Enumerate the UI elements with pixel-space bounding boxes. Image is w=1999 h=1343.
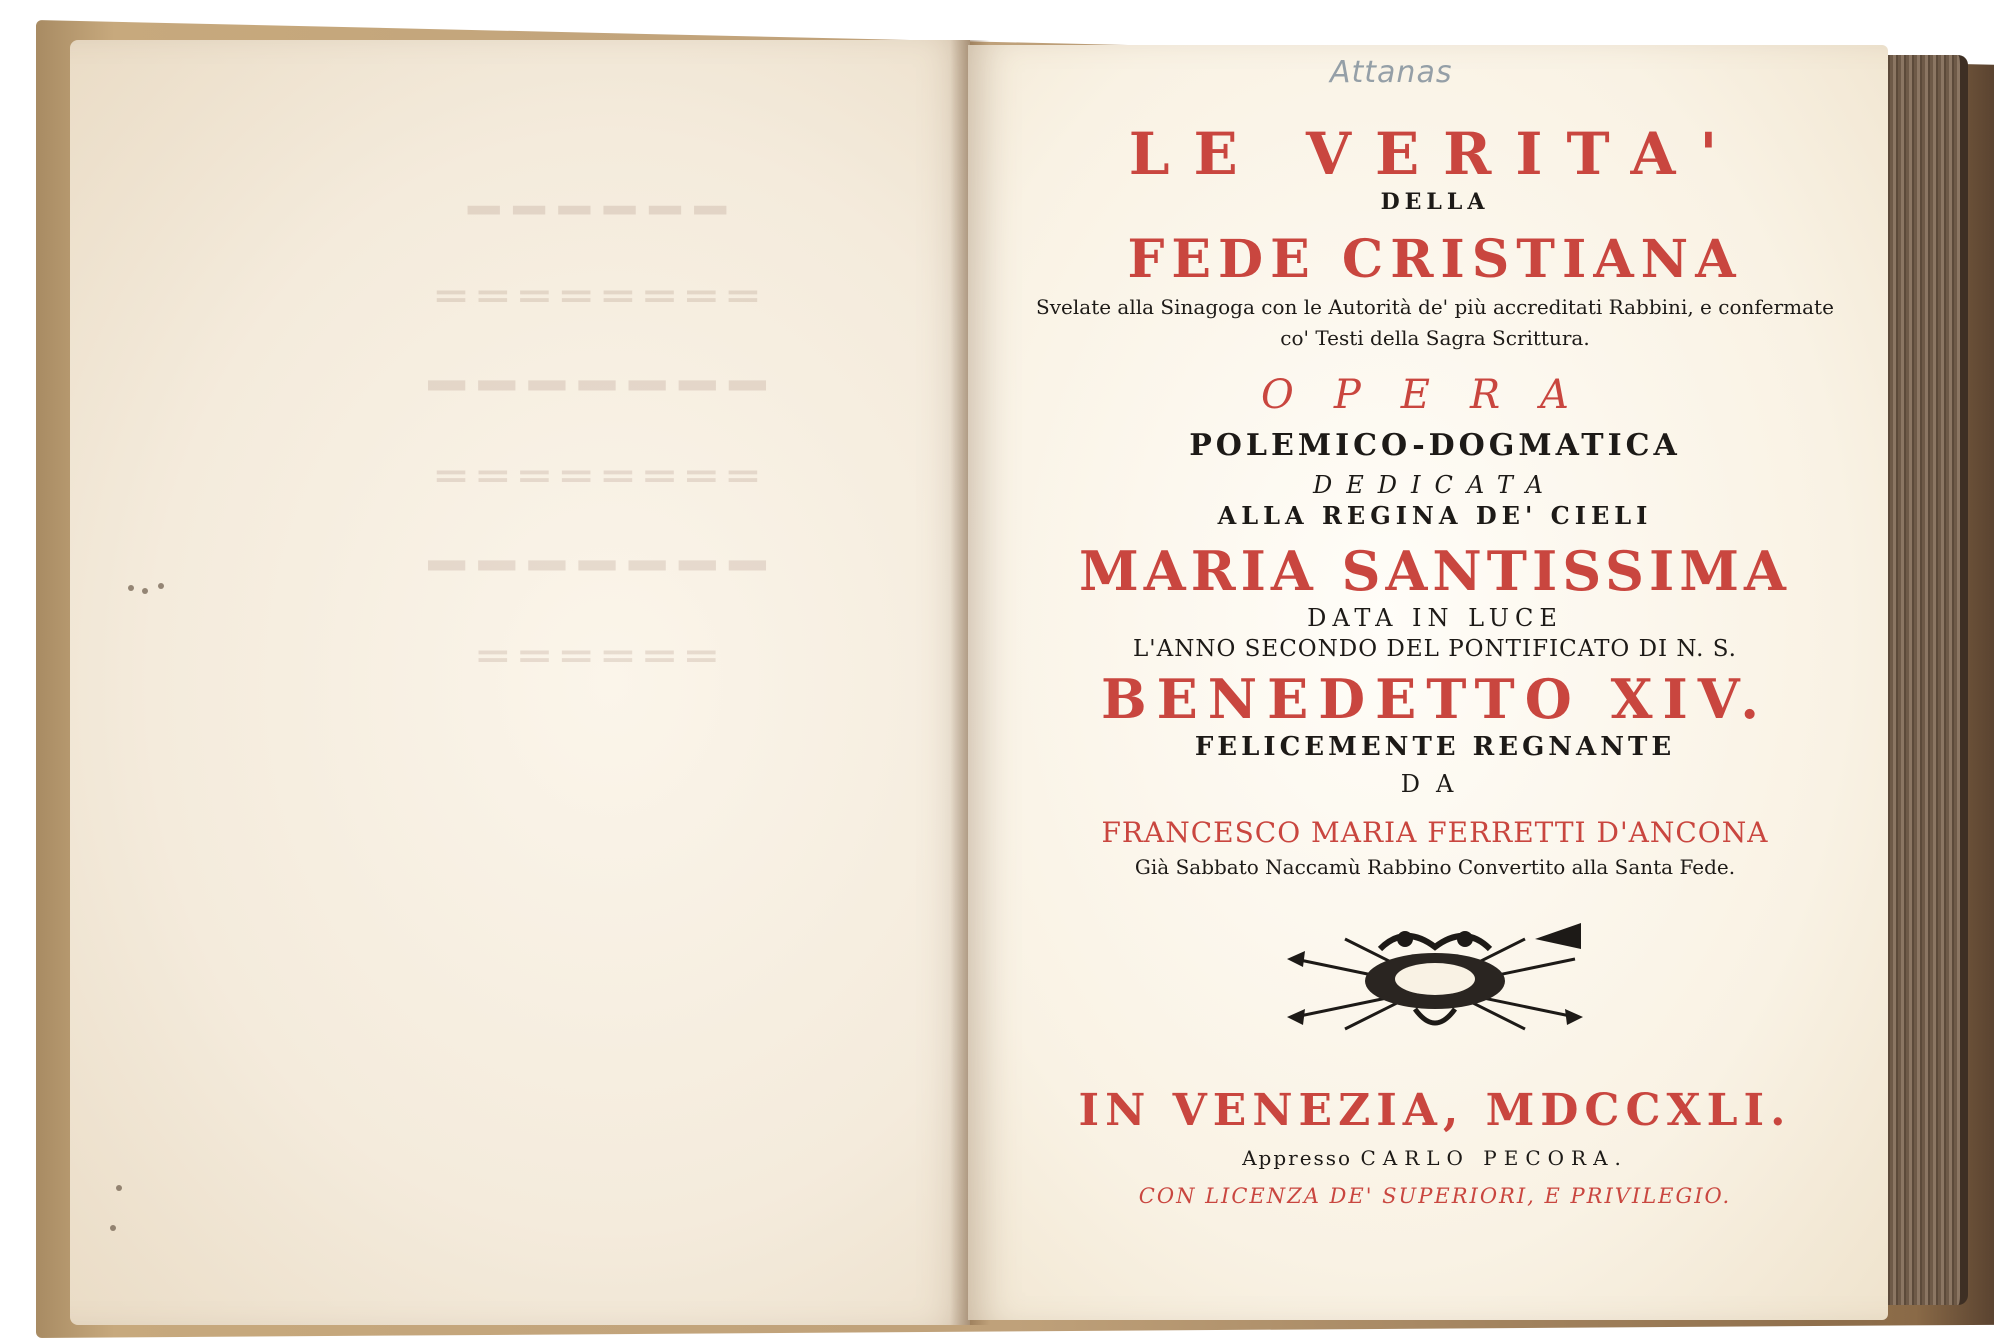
pontificate-year: L'ANNO SECONDO DEL PONTIFICATO DI N. S.: [1133, 636, 1737, 662]
title-line-1: LE VERITA': [1128, 120, 1742, 188]
pencil-annotation: Attanas: [1330, 55, 1453, 90]
da-label: DA: [1400, 770, 1470, 798]
dedicata-label: DEDICATA: [1313, 471, 1557, 499]
subtitle-line-1: Svelate alla Sinagoga con le Autorità de' più accreditati Rabbini, e confermate: [1036, 295, 1834, 319]
subtitle-line-2: co' Testi della Sagra Scrittura.: [1280, 326, 1590, 350]
title-page: [1000, 55, 1870, 1208]
license-line: CON LICENZA DE' SUPERIORI, E PRIVILEGIO.: [1138, 1184, 1732, 1208]
printer-line: [1000, 1146, 1870, 1170]
trophy-of-arms-woodcut-icon: [1285, 919, 1585, 1039]
felicemente-regnante: FELICEMENTE REGNANTE: [1194, 732, 1676, 762]
bleed-through-ghost-text: ━━━━━━ ════════ ━━━━━━━ ════════ ━━━━━━━ ══════: [414, 180, 766, 683]
dedication-line: ALLA REGINA DE' CIELI: [1217, 501, 1653, 530]
printer-name: CARLO PECORA.: [1360, 1146, 1628, 1170]
left-page-verso: [70, 40, 970, 1325]
opera-type: POLEMICO-DOGMATICA: [1189, 428, 1681, 463]
title-della: DELLA: [1380, 189, 1490, 215]
dedicatee-name: MARIA SANTISSIMA: [1079, 539, 1791, 603]
appresso-label: Appresso: [1242, 1146, 1353, 1170]
author-name: FRANCESCO MARIA FERRETTI D'ANCONA: [1101, 816, 1769, 849]
imprint-place-date: IN VENEZIA, MDCCXLI.: [1078, 1085, 1792, 1136]
pope-name: BENEDETTO XIV.: [1100, 667, 1769, 731]
title-line-2: FEDE CRISTIANA: [1127, 229, 1743, 290]
opera-label: OPERA: [1261, 372, 1609, 418]
author-note: Già Sabbato Naccamù Rabbino Convertito alla Santa Fede.: [1134, 855, 1736, 879]
data-in-luce: DATA IN LUCE: [1307, 604, 1563, 632]
page-block-edge: [1882, 55, 1968, 1305]
